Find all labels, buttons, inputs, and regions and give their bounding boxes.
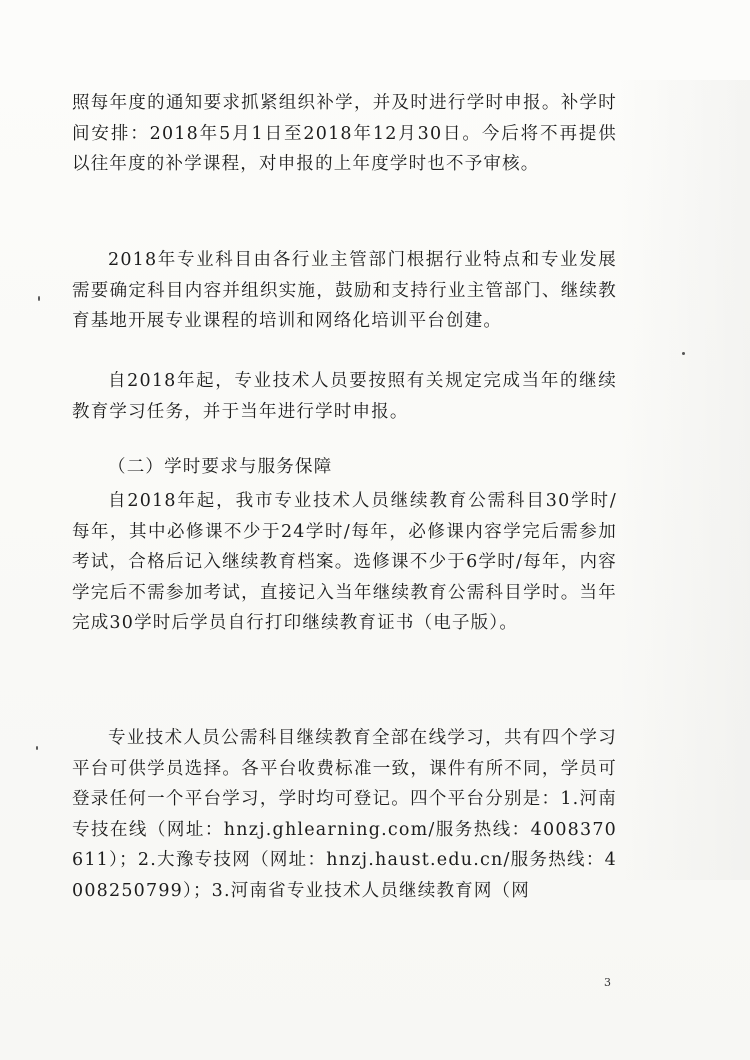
paragraph-professional-subjects: 2018年专业科目由各行业主管部门根据行业特点和专业发展需要确定科目内容并组织实施，鼓励和支持行业主管部门、继续教育基地开展专业课程的培训和网络化培训平台创建。 — [72, 250, 617, 331]
bleed-through-shadow — [620, 80, 750, 880]
paragraph-hours-rules: 自2018年起，我市专业技术人员继续教育公需科目30学时/每年，其中必修课不少于24学时/每年，必修课内容学完后需参加考试，合格后记入继续教育档案。选修课不少于6学时/每年，内容学完后不需参加考试，直接记入当年继续教育公需科目学时。当年完成30学时后学员自行打印继续教育证书（电子版）。 — [72, 491, 617, 633]
paragraph-online-platforms: 专业技术人员公需科目继续教育全部在线学习，共有四个学习平台可供学员选择。各平台收费标准一致，课件有所不同，学员可登录任何一个平台学习，学时均可登记。四个平台分别是：1.河南专技在线（网址：hnzj.ghlearning.com/服务热线：4008370611）；2.大豫专技网（网址：hnzj.haust.edu.cn/服务热线：4008250799）；3.河南省专业技术人员继续教育网（网 — [72, 728, 617, 901]
paragraph-annual-requirement: 自2018年起，专业技术人员要按照有关规定完成当年的继续教育学习任务，并于当年进行学时申报。 — [72, 371, 617, 422]
page-number: 3 — [604, 976, 611, 989]
paragraph-makeup-study: 照每年度的通知要求抓紧组织补学，并及时进行学时申报。补学时间安排：2018年5月1日至2018年12月30日。今后将不再提供以往年度的补学课程，对申报的上年度学时也不予审核。 — [72, 93, 617, 174]
scan-speck — [682, 352, 685, 355]
scan-speck — [38, 296, 40, 301]
scan-speck — [36, 746, 38, 750]
section-heading-hours-requirement: （二）学时要求与服务保障 — [108, 457, 333, 477]
